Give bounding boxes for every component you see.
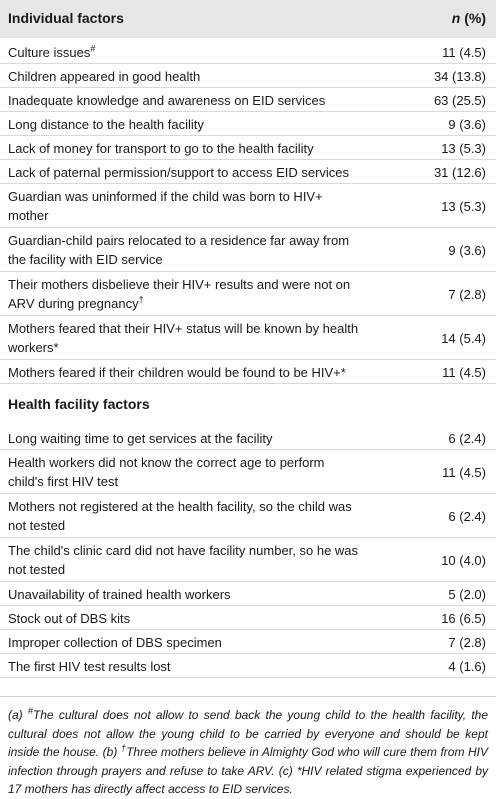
factor-label-line1: The child's clinic card did not have facility number, so he was (8, 543, 359, 558)
table-row (0, 160, 496, 184)
factor-value: 16 (6.5) (441, 611, 486, 626)
factor-label (8, 275, 386, 313)
table-row (0, 606, 496, 630)
factor-label-line1: Stock out of DBS kits (8, 611, 131, 626)
footnote-a-text: The cultural does not allow to send back the young child to the health facility, the cultural does not allow the young child to be carried by everyone and should be kept inside the house. (8, 708, 489, 759)
section-health-facility-factors: Health facility factors (8, 396, 150, 412)
factor-label (8, 43, 386, 62)
factor-label-line2: not tested (8, 518, 66, 533)
factor-label (8, 231, 386, 269)
factor-label-line1: Mothers not registered at the health facility, so the child was (8, 499, 352, 514)
factor-label-line1: Unavailability of trained health workers (8, 587, 231, 602)
header-n-percent (452, 10, 486, 26)
table-row (0, 450, 496, 494)
factor-label (8, 363, 386, 382)
header-individual-factors: Individual factors (8, 10, 124, 26)
factor-value: 6 (2.4) (448, 431, 486, 446)
factor-value: 13 (5.3) (441, 141, 486, 156)
footnote-c-mark: (c) (274, 763, 297, 778)
factor-label-line2: mother (8, 208, 49, 223)
factor-value: 13 (5.3) (441, 199, 486, 214)
factor-value: 7 (2.8) (448, 287, 486, 302)
factor-label (8, 163, 386, 182)
factor-label-line1: Their mothers disbelieve their HIV+ results and were not on (8, 277, 351, 292)
factor-label (8, 541, 386, 579)
factor-label-line1: Lack of paternal permission/support to access EID services (8, 165, 350, 180)
table-row (0, 112, 496, 136)
footnote-divider (0, 696, 496, 697)
factor-label-line1: Health workers did not know the correct age to perform (8, 455, 325, 470)
factor-label-line1: The first HIV test results lost (8, 659, 171, 674)
factor-label-line1: Lack of money for transport to go to the health facility (8, 141, 314, 156)
factor-label-line1: Mothers feared if their children would be found to be HIV+* (8, 365, 346, 380)
factor-label (8, 67, 386, 86)
table-row (0, 654, 496, 678)
table-row (0, 494, 496, 538)
table-row (0, 88, 496, 112)
table-row (0, 64, 496, 88)
table-header (0, 0, 496, 38)
factor-label (8, 187, 386, 225)
header-percent: (%) (460, 10, 486, 26)
table-row (0, 426, 496, 450)
factor-value: 11 (4.5) (442, 465, 486, 480)
factor-value: 5 (2.0) (448, 587, 486, 602)
factor-label-line2: workers* (8, 340, 59, 355)
table-row (0, 360, 496, 384)
factor-value: 6 (2.4) (448, 509, 486, 524)
factor-label-line2: child's first HIV test (8, 474, 119, 489)
factor-label (8, 657, 386, 676)
table-row (0, 40, 496, 64)
factor-value: 34 (13.8) (433, 69, 486, 84)
table-row (0, 538, 496, 582)
factor-label-sup: † (138, 294, 144, 305)
table-row (0, 630, 496, 654)
footnote-a-sup: # (27, 706, 33, 716)
factor-label-line1: Culture issues (8, 45, 91, 60)
factor-value: 11 (4.5) (442, 365, 486, 380)
factor-label (8, 609, 386, 628)
factor-value: 11 (4.5) (442, 45, 486, 60)
factor-label (8, 91, 386, 110)
table-row (0, 316, 496, 360)
factor-value: 9 (3.6) (448, 117, 486, 132)
table-row (0, 582, 496, 606)
factor-value: 31 (12.6) (433, 165, 486, 180)
factor-label-line1: Guardian was uninformed if the child was born to HIV+ (8, 189, 323, 204)
factor-label (8, 319, 386, 357)
table-row (0, 136, 496, 160)
factor-label (8, 497, 386, 535)
footnote-b-sup: † (120, 743, 127, 753)
factor-label-line1: Children appeared in good health (8, 69, 201, 84)
factor-value: 4 (1.6) (448, 659, 486, 674)
factor-value: 7 (2.8) (448, 635, 486, 650)
table-footnote (8, 706, 488, 799)
factor-value: 9 (3.6) (448, 243, 486, 258)
factor-label (8, 453, 386, 491)
factor-label-line1: Guardian-child pairs relocated to a residence far away from (8, 233, 350, 248)
footnote-c-text: *HIV related stigma experienced by 17 mothers has directly affect access to EID services. (8, 763, 488, 796)
factor-label (8, 139, 386, 158)
factor-label-line1: Long distance to the health facility (8, 117, 204, 132)
factor-label-line2: not tested (8, 562, 66, 577)
factor-value: 14 (5.4) (441, 331, 486, 346)
factor-label-line1: Mothers feared that their HIV+ status will be known by health (8, 321, 359, 336)
table-row (0, 272, 496, 316)
factor-label-line1: Inadequate knowledge and awareness on EID services (8, 93, 326, 108)
header-n: n (451, 10, 461, 26)
factor-label (8, 585, 386, 604)
table-row (0, 184, 496, 228)
footnote-b-mark: (b) (99, 745, 121, 759)
table-row (0, 228, 496, 272)
factor-label-line1: Improper collection of DBS specimen (8, 635, 222, 650)
factor-value: 10 (4.0) (441, 553, 486, 568)
footnote-a-mark: (a) (8, 708, 28, 722)
footnote-b-text: Three mothers believe in Almighty God who will cure them from HIV infection through prayers and refuse to take ARV. (8, 745, 488, 778)
factor-label-sup: # (90, 43, 96, 54)
factor-label (8, 115, 386, 134)
factor-label-line1: Long waiting time to get services at the facility (8, 431, 273, 446)
factor-value: 63 (25.5) (433, 93, 486, 108)
factor-label (8, 429, 386, 448)
factor-label-line2: the facility with EID service (8, 252, 163, 267)
factor-label-line2: ARV during pregnancy (8, 296, 139, 311)
factor-label (8, 633, 386, 652)
